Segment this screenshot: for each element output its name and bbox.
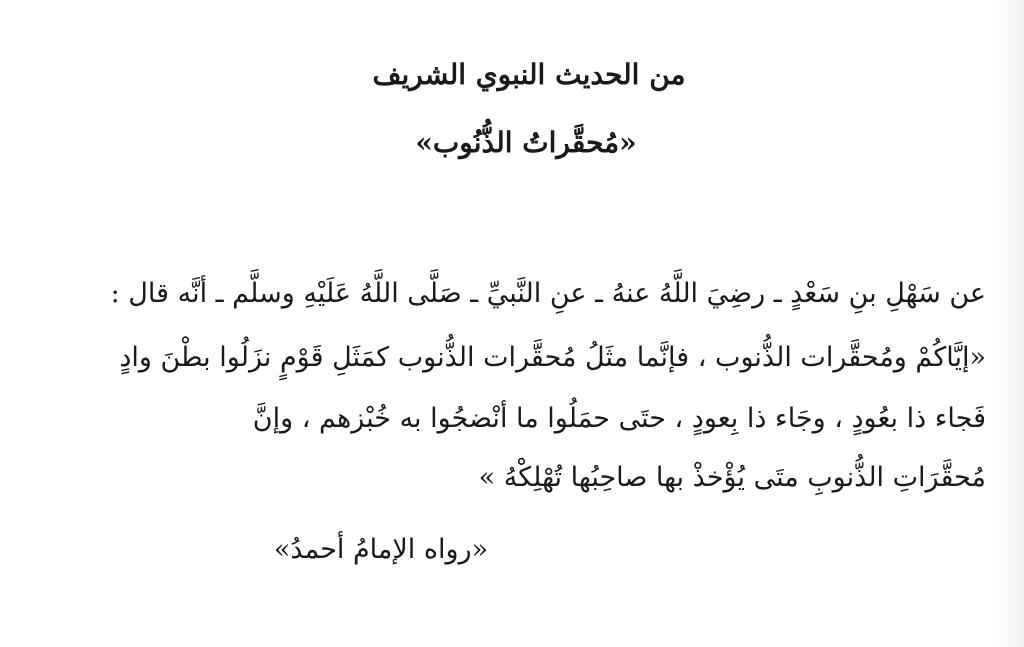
hadith-line-2: «إيَّاكُمْ ومُحقَّرات الذُّنوب ، فإنَّما مثَلُ مُحقَّرات الذُّنوب كمَثَلِ قَوْمٍ نزَلُوا بطْنَ وادٍ bbox=[119, 342, 986, 373]
hadith-line-1: عن سَهْلِ بنِ سَعْدٍ ـ رضِيَ اللَّهُ عنهُ ـ عنِ النَّبيِّ ـ صَلَّى اللَّهُ عَلَيْهِ وسلَّم ـ أنَّه قال : bbox=[110, 278, 986, 309]
document-subtitle: «مُحقَّراتُ الذُّنُوب» bbox=[415, 126, 637, 159]
document-title: من الحديث النبوي الشريف bbox=[372, 58, 686, 91]
hadith-attribution: «رواه الإمامُ أحمدُ» bbox=[273, 534, 489, 565]
hadith-line-4: مُحقَّرَاتِ الذُّنوبِ متَى يُؤْخذْ بها صاحِبُها تُهْلِكْهُ » bbox=[478, 462, 986, 493]
hadith-line-3: فَجاء ذا بعُودٍ ، وجَاء ذا بِعودٍ ، حتَى حمَلُوا ما أنْضجُوا به خُبْزهم ، وإنَّ bbox=[252, 403, 986, 434]
